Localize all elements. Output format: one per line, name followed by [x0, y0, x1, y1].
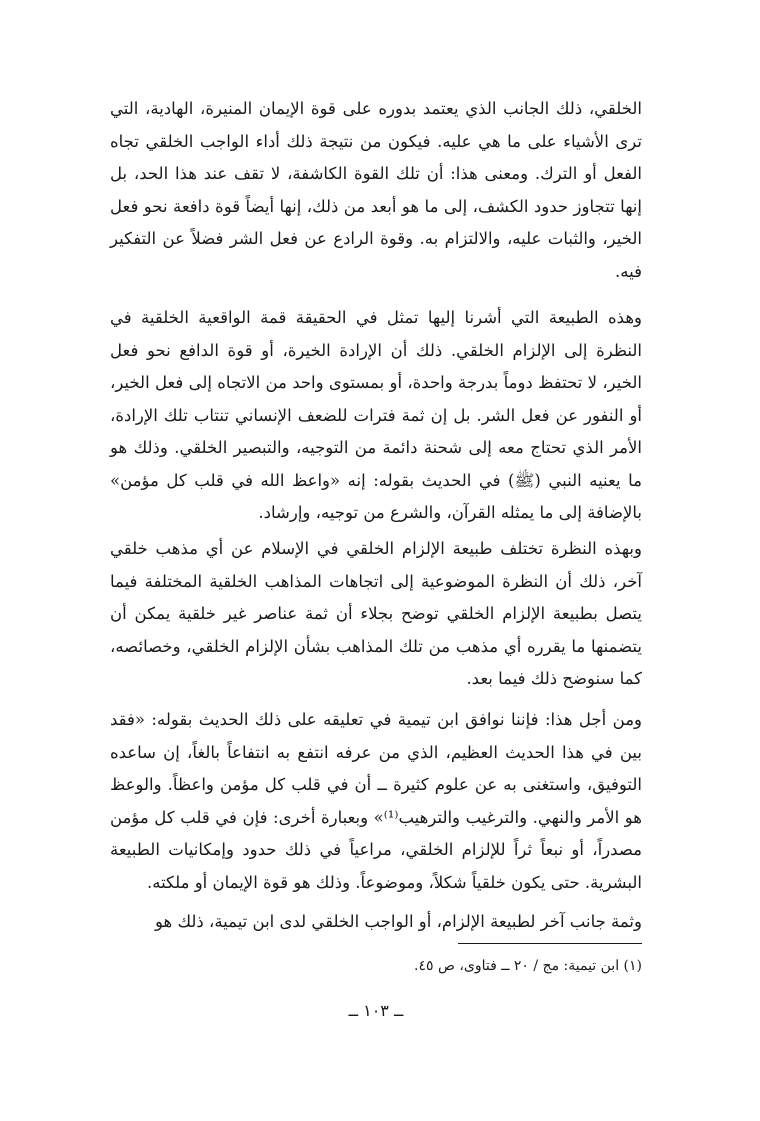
paragraph-1: الخلقي، ذلك الجانب الذي يعتمد بدوره على قوة الإيمان المنيرة، الهادية، التي ترى الأشياء على ما هي عليه. فيكون من نتيجة ذلك أداء الواجب الخلقي تجاه الفعل أو الترك. ومعنى هذا: أن تلك القوة الكاشفة، لا تقف عند هذا الحد، بل إنها تتجاوز حدود الكشف، إلى ما هو أبعد من ذلك، إنها أيضاً قوة دافعة نحو فعل الخير، والثبات عليه، والالتزام به. وقوة الرادع عن فعل الشر فضلاً عن التفكير فيه.	[110, 99, 642, 281]
paragraph-4: ومن أجل هذا: فإننا نوافق ابن تيمية في تعليقه على ذلك الحديث بقوله: «فقد بين في هذا الحديث العظيم، الذي من عرفه انتفع به انتفاعاً بالغاً، إن ساعده التوفيق، واستغنى به عن علوم كثيرة ــ أن في قلب كل مؤمن واعظاً. والوعظ هو الأمر والنهي. والترغيب والترهيب⁽¹⁾» وبعبارة أخرى: فإن في قلب كل مؤمن مصدراً، أو نبعاً ثراً للإلزام الخلقي، مراعياً في ذلك حدود وإمكانيات الطبيعة البشرية. حتى يكون خلقياً شكلاً، وموضوعاً. وذلك هو قوة الإيمان أو ملكته.	[110, 710, 642, 892]
page	[110, 0, 642, 1121]
footnote: (١) ابن تيمية: مج / ٢٠ ــ فتاوى، ص ٤٥.	[414, 958, 642, 974]
paragraph-3: وبهذه النظرة تختلف طبيعة الإلزام الخلقي في الإسلام عن أي مذهب خلقي آخر، ذلك أن النظرة الموضوعية إلى اتجاهات المذاهب الخلقية المختلفة فيما يتصل بطبيعة الإلزام الخلقي توضح بجلاء أن ثمة عناصر غير خلقية يمكن أن يتضمنها ما يقرره أي مذهب من تلك المذاهب بشأن الإلزام الخلقي، وخصائصه، كما سنوضح ذلك فيما بعد.	[110, 539, 642, 688]
footnote-divider	[458, 943, 642, 944]
paragraph-5: وثمة جانب آخر لطبيعة الإلزام، أو الواجب الخلقي لدى ابن تيمية، ذلك هو	[155, 912, 642, 931]
paragraph-2: وهذه الطبيعة التي أشرنا إليها تمثل في الحقيقة قمة الواقعية الخلقية في النظرة إلى الإلزام الخلقي. ذلك أن الإرادة الخيرة، أو قوة الدافع نحو فعل الخير، لا تحتفظ دوماً بدرجة واحدة، أو بمستوى واحد من الاتجاه إلى فعل الخير، أو النفور عن فعل الشر. بل إن ثمة فترات للضعف الإنساني تنتاب تلك الإرادة، الأمر الذي تحتاج معه إلى شحنة دائمة من التوجيه، والتبصير الخلقي. وذلك هو ما يعنيه النبي (ﷺ) في الحديث بقوله: إنه «واعظ الله في قلب كل مؤمن» بالإضافة إلى ما يمثله القرآن، والشرع من توجيه، وإرشاد.	[110, 308, 642, 522]
page-number: ــ ١٠٣ ــ	[348, 1001, 404, 1020]
